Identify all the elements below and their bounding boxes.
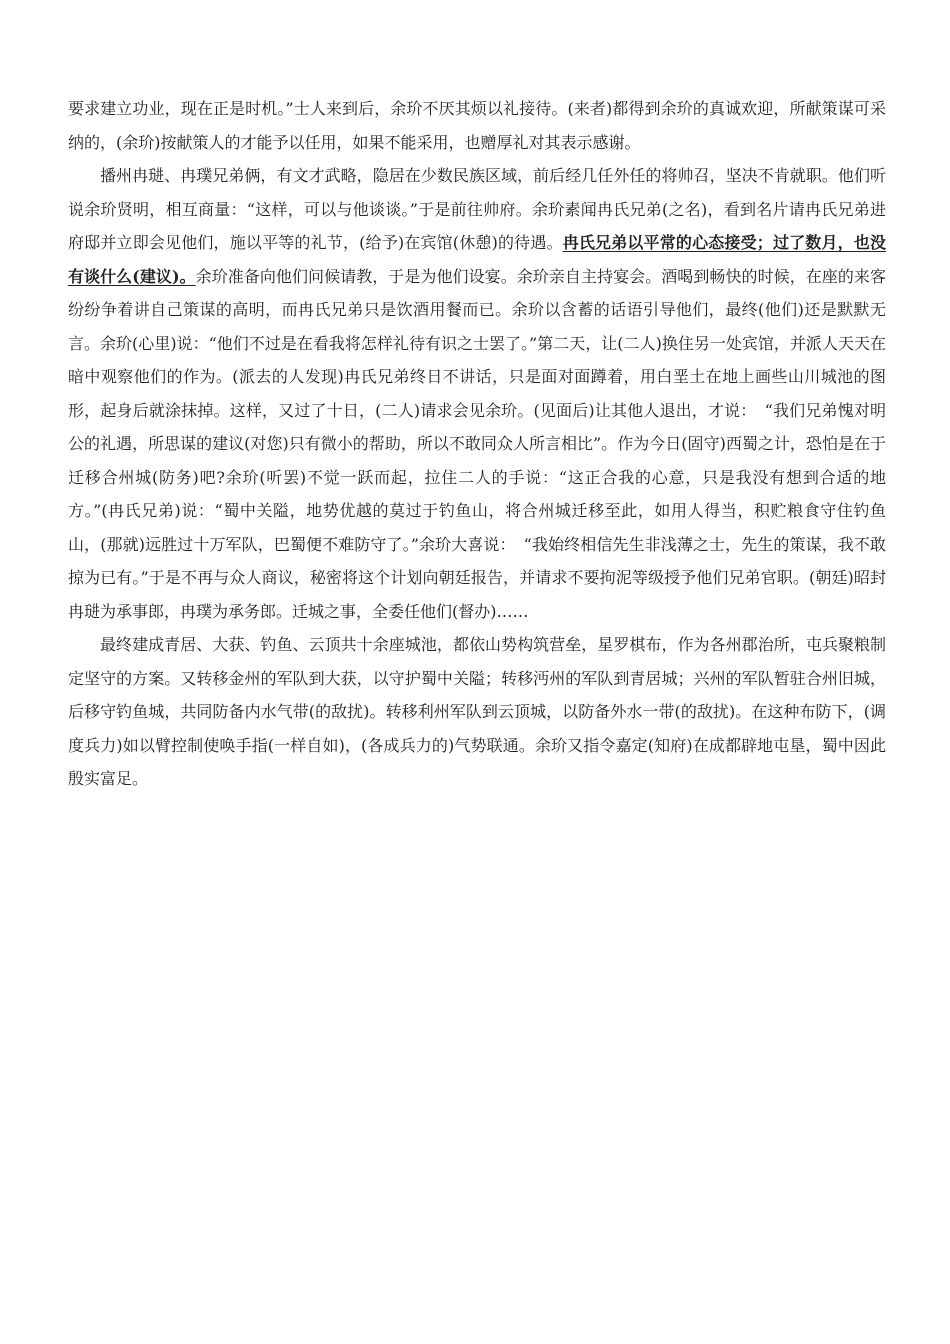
paragraph-2-text-before: 播州冉琎、冉璞兄弟俩，有文才武略，隐居在少数民族区域，前后经几任外任的将帅召，坚决不肯就职。他们听说余玠贤明，相互商量：“这样，可以与他谈谈。”于是前往帅府。余玠素闻冉氏兄弟(之名)，看到名片请冉氏兄弟进府邸并立即会见他们，施以平等的礼节，(给予)在宾馆(休憩)的待遇。 [68,166,886,252]
paragraph-3 [68,628,886,796]
paragraph-1-text: 要求建立功业，现在正是时机。”士人来到后，余玠不厌其烦以礼接待。(来者)都得到余玠的真诚欢迎，所献策谋可采纳的，(余玠)按献策人的才能予以任用，如果不能采用，也赠厚礼对其表示感谢。 [68,99,886,152]
paragraph-3-text: 最终建成青居、大获、钓鱼、云顶共十余座城池，都依山势构筑营垒，星罗棋布，作为各州郡治所，屯兵聚粮制定坚守的方案。又转移金州的军队到大获，以守护蜀中关隘；转移沔州的军队到青居城；兴州的军队暂驻合州旧城，后移守钓鱼城，共同防备内水气带(的敌扰)。转移利州军队到云顶城，以防备外水一带(的敌扰)。在这种布防下，(调度兵力)如以臂控制使唤手指(一样自如)，(各成兵力的)气势联通。余玠又指令嘉定(知府)在成都辟地屯垦，蜀中因此殷实富足。 [68,635,886,788]
paragraph-2-emphasis: 冉氏兄弟以平常的心态接受；过了数月，也没有谈什么(建议)。 [68,233,886,286]
paragraph-2-text-after: 余玠准备向他们问候请教，于是为他们设宴。余玠亲自主持宴会。酒喝到畅快的时候，在座的来客纷纷争着讲自己策谋的高明，而冉氏兄弟只是饮酒用餐而已。余玠以含蓄的话语引导他们，最终(他们)还是默默无言。余玠(心里)说：“他们不过是在看我将怎样礼待有识之士罢了。”第二天，让(二人)换住另一处宾馆，并派人天天在暗中观察他们的作为。(派去的人发现)冉氏兄弟终日不讲话，只是面对面蹲着，用白垩土在地上画些山川城池的图形，起身后就涂抹掉。这样，又过了十日，(二人)请求会见余玠。(见面后)让其他人退出，才说： “我们兄弟愧对明公的礼遇，所思谋的建议(对您)只有微小的帮助，所以不敢同众人所言相比”。作为今日(固守)西蜀之计，恐怕是在于迁移合州城(防务)吧?余玠(听罢)不觉一跃而起，拉住二人的手说：“这正合我的心意，只是我没有想到合适的地方。”(冉氏兄弟)说：“蜀中关隘，地势优越的莫过于钓鱼山，将合州城迁移至此，如用人得当，积贮粮食守住钓鱼山，(那就)远胜过十万军队，巴蜀便不难防守了。”余玠大喜说： “我始终相信先生非浅薄之士，先生的策谋，我不敢掠为已有。”于是不再与众人商议，秘密将这个计划向朝廷报告，并请求不要拘泥等级授予他们兄弟官职。(朝廷)昭封冉琎为承事郎，冉璞为承务郎。迁城之事，全委任他们(督办)…… [68,266,886,621]
document-body [68,92,886,796]
paragraph-1 [68,92,886,159]
paragraph-2 [68,159,886,628]
